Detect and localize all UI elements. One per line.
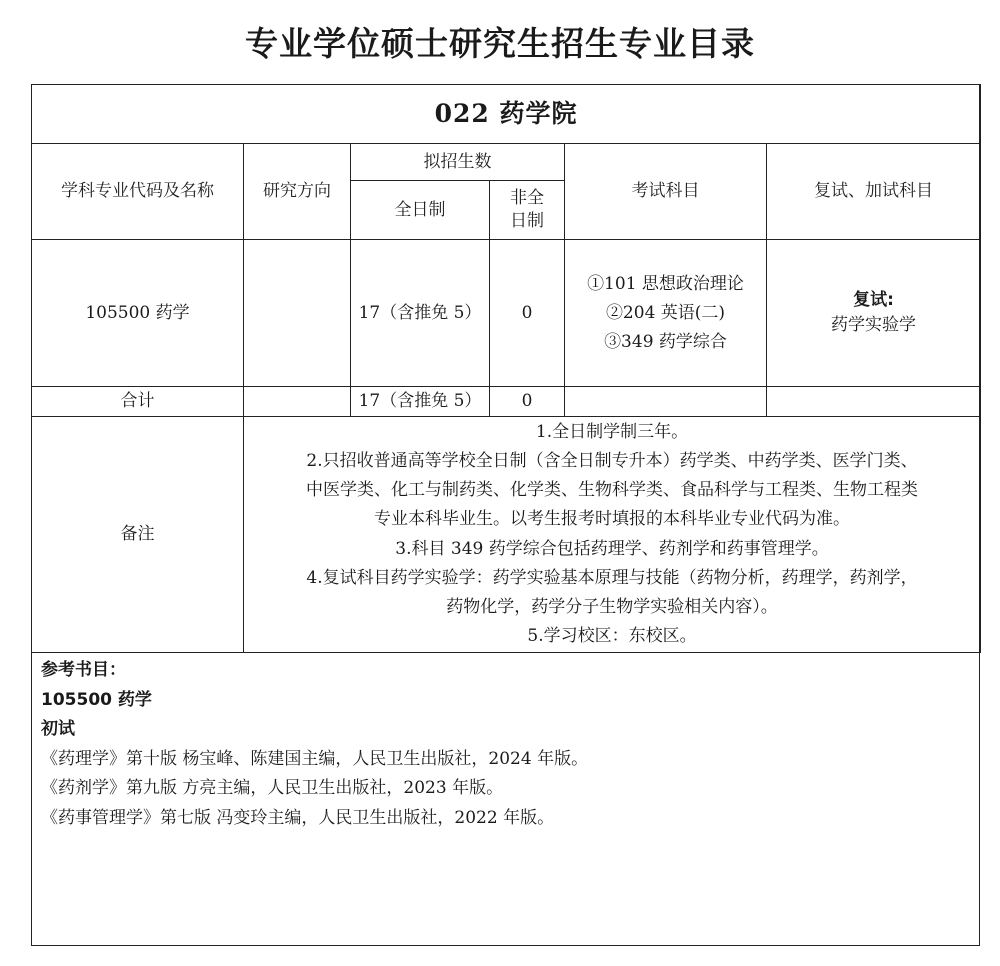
reference-section <box>41 656 971 833</box>
remark-line: 3.科目 349 药学综合包括药理学、药剂学和药事管理学。 <box>395 538 829 559</box>
remarks-content <box>244 417 981 653</box>
reference-book: 《药理学》第十版 杨宝峰、陈建国主编，人民卫生出版社，2024 年版。 <box>41 748 589 769</box>
header-direction: 研究方向 <box>244 144 351 240</box>
remark-line: 药物化学，药学分子生物学实验相关内容）。 <box>446 596 778 617</box>
exam-subjects <box>565 240 767 387</box>
exam-subject-2: ②204 英语(二) <box>605 302 726 323</box>
remark-line: 5.学习校区：东校区。 <box>527 626 697 647</box>
remark-line: 专业本科毕业生。以考生报考时填报的本科毕业专业代码为准。 <box>374 509 851 530</box>
college-row <box>32 85 981 144</box>
research-direction <box>244 240 351 387</box>
exam-subject-1: ①101 思想政治理论 <box>587 273 744 294</box>
retest-subjects <box>767 240 981 387</box>
page-title: 专业学位硕士研究生招生专业目录 <box>245 24 755 63</box>
catalog-table <box>31 84 981 653</box>
full-time-count: 17（含推免 5） <box>351 240 490 387</box>
header-row-1 <box>32 144 981 181</box>
reference-heading: 参考书目： <box>41 660 126 680</box>
part-time-count: 0 <box>490 240 565 387</box>
college-name: 022 药学院 <box>32 85 981 144</box>
total-part-time: 0 <box>490 387 565 417</box>
remarks-label: 备注 <box>32 417 244 653</box>
major-name: 105500 药学 <box>32 240 244 387</box>
total-full-time: 17（含推免 5） <box>351 387 490 417</box>
retest-value: 药学实验学 <box>831 315 917 335</box>
remark-line: 1.全日制学制三年。 <box>535 421 689 442</box>
remark-line: 4.复试科目药学实验学：药学实验基本原理与技能（药物分析，药理学，药剂学， <box>306 567 918 588</box>
retest-label: 复试: <box>853 290 894 311</box>
remarks-row <box>32 417 981 653</box>
reference-book: 《药剂学》第九版 方亮主编，人民卫生出版社，2023 年版。 <box>41 778 504 798</box>
header-part-time <box>490 181 565 240</box>
total-exam <box>565 387 767 417</box>
remark-line: 2.只招收普通高等学校全日制（含全日制专升本）药学类、中药学类、医学门类、 <box>306 450 918 471</box>
header-part-time-line2: 日制 <box>510 211 544 231</box>
header-retest: 复试、加试科目 <box>767 144 981 240</box>
header-part-time-line1: 非全 <box>510 188 544 209</box>
reference-major: 105500 药学 <box>41 689 152 710</box>
header-major: 学科专业代码及名称 <box>32 144 244 240</box>
major-row <box>32 240 981 387</box>
reference-stage: 初试 <box>41 719 75 739</box>
total-row <box>32 387 981 417</box>
header-full-time: 全日制 <box>351 181 490 240</box>
exam-subject-3: ③349 药学综合 <box>604 331 727 352</box>
total-retest <box>767 387 981 417</box>
header-exam: 考试科目 <box>565 144 767 240</box>
reference-book: 《药事管理学》第七版 冯变玲主编，人民卫生出版社，2022 年版。 <box>41 807 555 828</box>
total-direction <box>244 387 351 417</box>
remark-line: 中医学类、化工与制药类、化学类、生物科学类、食品科学与工程类、生物工程类 <box>306 480 919 501</box>
total-label: 合计 <box>32 387 244 417</box>
header-enrollment: 拟招生数 <box>351 144 565 181</box>
